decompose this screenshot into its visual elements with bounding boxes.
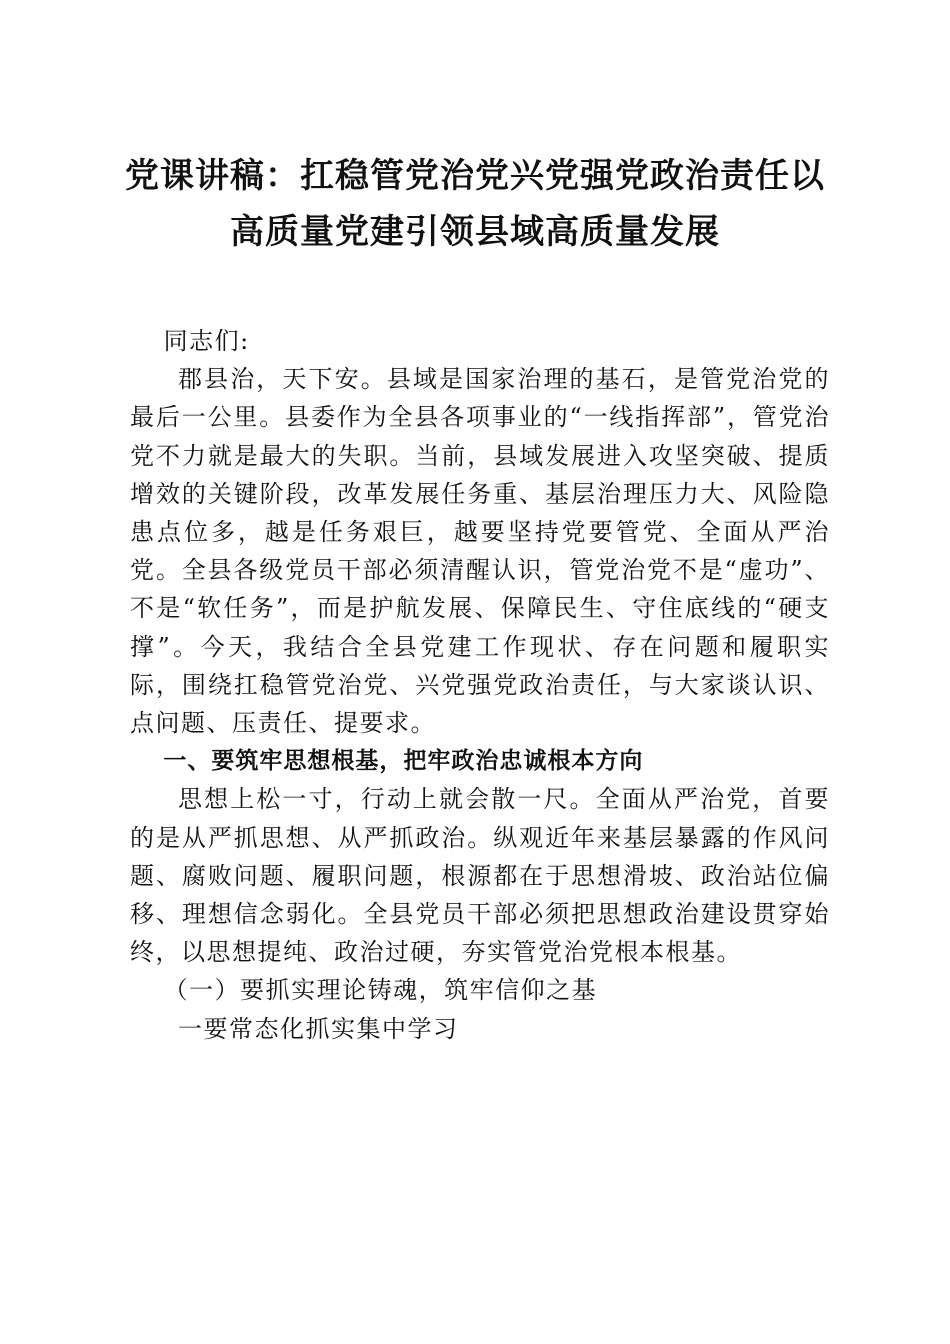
subsection-item-1: 一要常态化抓实集中学习 <box>178 1014 459 1043</box>
title-line-2: 高质量党建引领县域高质量发展 <box>230 212 720 252</box>
section-heading-1: 一、要筑牢思想根基，把牢政治忠诚根本方向 <box>163 748 644 775</box>
section-1-paragraph: 思想上松一寸，行动上就会散一尺。全面从严治党，首要的是从严抓思想、从严抓政治。纵观近年来基层暴露的作风问题、腐败问题、履职问题，根源都在于思想滑坡、政治站位偏移、理想信念弱化。全县党员干部必须把思想政治建设贯穿始终，以思想提纯、政治过硬，夯实管党治党根本根基。 <box>130 785 830 967</box>
document-body <box>130 322 830 1048</box>
salutation: 同志们: <box>163 327 250 355</box>
title-line-1: 党课讲稿：扛稳管党治党兴党强党政治责任以 <box>125 156 825 196</box>
subsection-heading-1: （一）要抓实理论铸魂，筑牢信仰之基 <box>163 976 598 1005</box>
intro-paragraph: 郡县治，天下安。县域是国家治理的基石，是管党治党的最后一公里。县委作为全县各项事业的“一线指挥部”，管党治党不力就是最大的失职。当前，县域发展进入攻坚突破、提质增效的关键阶段，改革发展任务重、基层治理压力大、风险隐患点位多，越是任务艰巨，越要坚持党要管党、全面从严治党。全县各级党员干部必须清醒认识，管党治党不是“虚功”、不是“软任务”，而是护航发展、保障民生、守住底线的“硬支撑”。今天，我结合全县党建工作现状、存在问题和履职实际，围绕扛稳管党治党、兴党强党政治责任，与大家谈认识、点问题、压责任、提要求。 <box>130 365 830 738</box>
document-title <box>110 148 840 260</box>
